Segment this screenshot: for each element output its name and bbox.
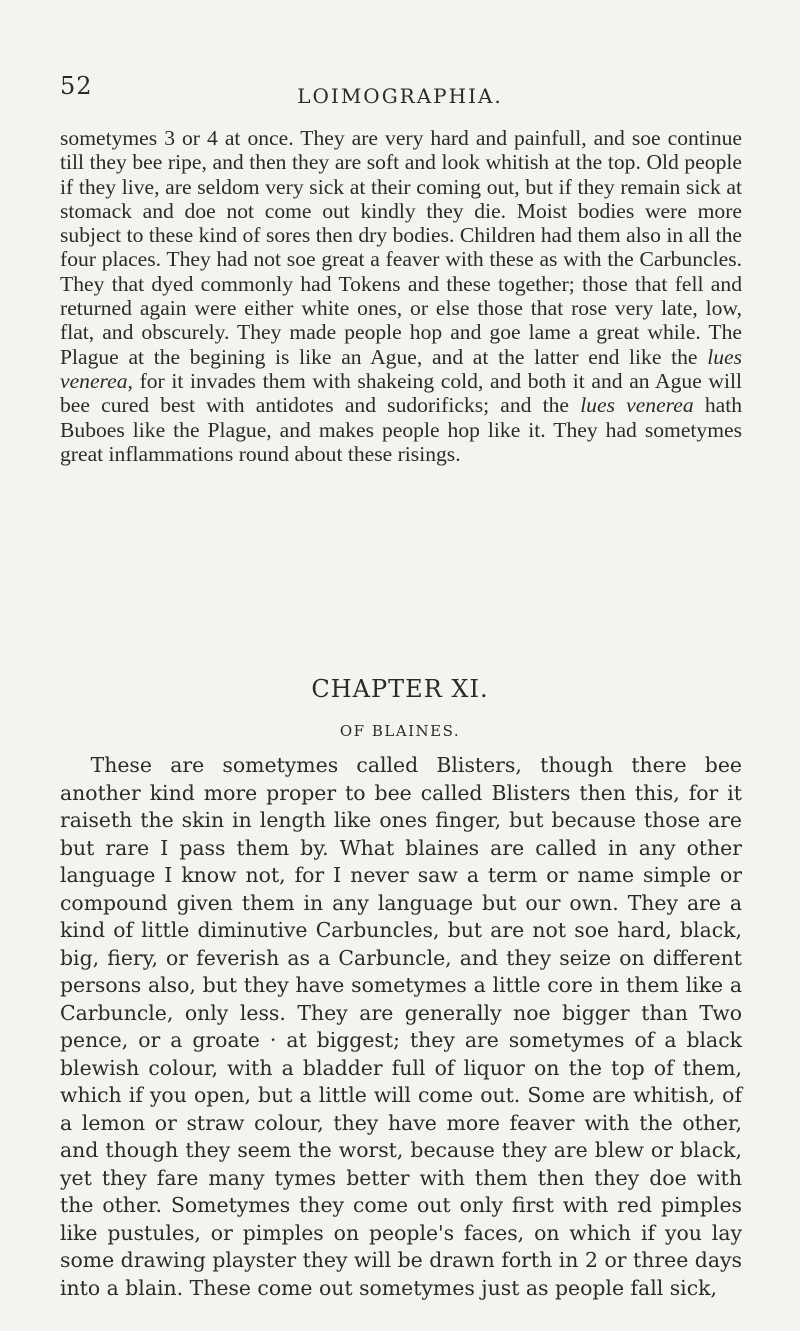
continuation-text-3: hath Buboes like the Plague, and makes people hop like it. They had sometymes great inflammations round about these risings. bbox=[60, 393, 743, 466]
running-title: LOIMOGRAPHIA. bbox=[297, 84, 503, 108]
italic-term-lues-venerea: lues venerea bbox=[60, 344, 742, 393]
page-number: 52 bbox=[60, 72, 93, 100]
continuation-paragraph bbox=[60, 126, 742, 466]
chapter-paragraph bbox=[60, 752, 742, 1302]
chapter-paragraph-text: These are sometymes called Blisters, though there bee another kind more proper to bee called Blisters then this, for it raiseth the skin in length like ones finger, but because those are but rare I pass them by. What blaines are called in any other language I know not, for I never saw a term or name simple or compound given them in any language but our own. They are a kind of little diminutive Carbuncles, but are not soe hard, black, big, fiery, or feverish as a Carbuncle, and they seize on different persons also, but they have sometymes a little core in them like a Carbuncle, only less. They are generally noe bigger than Two pence, or a groate · at biggest; they are sometymes of a black blewish colour, with a bladder full of liquor on the top of them, which if you open, but a little will come out. Some are whitish, of a lemon or straw colour, they have more feaver with the other, and though they seem the worst, because they are blew or black, yet they fare many tymes better with them then they doe with the other. Sometymes they come out only first with red pimples like pustules, or pimples on people's faces, on which if you lay some drawing playster they will be drawn forth in 2 or three days into a blain. These come out sometymes just as people fall sick, bbox=[60, 753, 742, 1300]
continuation-text-2: , for it invades them with shakeing cold, and both it and an Ague will bee cured best with antidotes and sudorificks; and the bbox=[60, 368, 742, 418]
continuation-text-1: sometymes 3 or 4 at once. They are very hard and painfull, and soe continue till they bee ripe, and then they are soft and look whitish at the top. Old people if they live, are seldom very sick at their coming out, but if they remain sick at stomack and doe not come out kindly they die. Moist bodies were more subject to these kind of sores then dry bodies. Children had them also in all the four places. They had not soe great a feaver with these as with the Carbuncles. They that dyed commonly had Tokens and these together; those that fell and returned again were either white ones, or else those that rose very late, low, flat, and obscurely. They made people hop and goe lame a great while. The Plague at the begining is like an Ague, and at the latter end like the bbox=[60, 126, 742, 369]
italic-term-lues-venerea: lues venerea bbox=[580, 393, 694, 418]
chapter-subheading: OF BLAINES. bbox=[339, 722, 461, 740]
chapter-heading: CHAPTER XI. bbox=[311, 675, 489, 703]
